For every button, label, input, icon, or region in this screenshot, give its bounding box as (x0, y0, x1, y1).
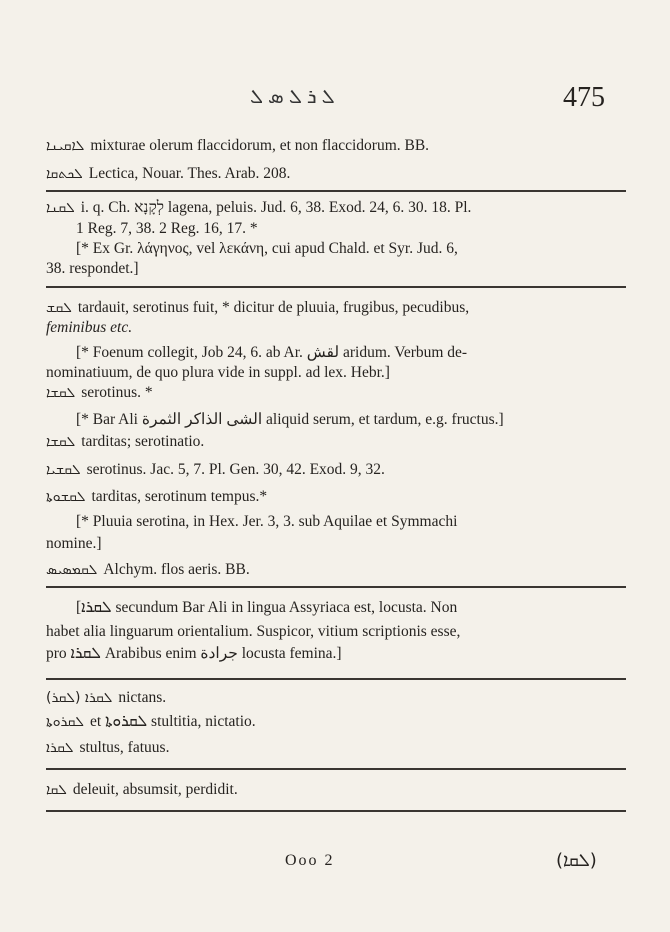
entry-line: ܠܩܫܘܬܐ tarditas, serotinum tempus.* (46, 488, 268, 505)
entry-line: [* Bar Ali الشى الذاكر الثمرة aliquid serum, et tardum, e.g. fructus.] (76, 411, 504, 428)
entry-line: 1 Reg. 7, 38. 2 Reg. 16, 17. * (76, 220, 258, 237)
entry-line: ܠܩܐ deleuit, absumsit, perdidit. (46, 781, 238, 798)
section-rule (46, 190, 626, 192)
entry-line: ܠܩܫܐ serotinus. * (46, 384, 153, 401)
running-header: ܠ ܪ ܠ ܣ ܠ (250, 86, 335, 108)
entry-line: ܠܩܫܐ tarditas; serotinatio. (46, 433, 205, 450)
signature-mark: Ooo 2 (285, 852, 335, 869)
page-number: 475 (563, 82, 605, 113)
entry-line: pro ܠܩܪܐ Arabibus enim جرادة locusta femina.] (46, 645, 342, 662)
entry-line: ܠܐܩܝܢܐ mixturae olerum flaccidorum, et non flaccidorum. BB. (46, 137, 430, 154)
catchword: (ܠܩܐ) (556, 850, 597, 871)
entry-line: [ܠܩܪܐ secundum Bar Ali in lingua Assyriaca est, locusta. Non (76, 599, 458, 616)
entry-line: ܠܩܢܐ i. q. Ch. לְקָנָא lagena, peluis. Jud. 6, 38. Exod. 24, 6. 30. 18. Pl. (46, 199, 472, 216)
entry-line: habet alia linguarum orientalium. Suspicor, vitium scriptionis esse, (46, 623, 461, 640)
entry-line: feminibus etc. (46, 319, 133, 336)
section-rule (46, 286, 626, 288)
entry-line: [* Ex Gr. λάγηνος, vel λεκάνη, cui apud Chald. et Syr. Jud. 6, (76, 240, 458, 257)
entry-line: [* Pluuia serotina, in Hex. Jer. 3, 3. sub Aquilae et Symmachi (76, 513, 458, 530)
entry-line: ܠܟܬܩܐ Lectica, Nouar. Thes. Arab. 208. (46, 165, 291, 182)
section-rule (46, 768, 626, 770)
entry-line: ܠܩܫ tardauit, serotinus fuit, * dicitur de pluuia, frugibus, pecudibus, (46, 299, 470, 316)
entry-line: ܠܩܪܐ stultus, fatuus. (46, 739, 170, 756)
entry-line: ܠܩܡܣܝܣ Alchym. flos aeris. BB. (46, 561, 250, 578)
entry-line: nominatiuum, de quo plura vide in suppl. ad lex. Hebr.] (46, 364, 390, 381)
entry-line: 38. respondet.] (46, 260, 139, 277)
entry-line: ܠܩܫܝܐ serotinus. Jac. 5, 7. Pl. Gen. 30, 42. Exod. 9, 32. (46, 461, 385, 478)
entry-line: nomine.] (46, 535, 102, 552)
section-rule (46, 810, 626, 812)
section-rule (46, 586, 626, 588)
entry-line: [* Foenum collegit, Job 24, 6. ab Ar. لقش aridum. Verbum de- (76, 344, 468, 361)
section-rule (46, 678, 626, 680)
entry-line: ܠܩܪܘܬܐ et ܠܩܪܘܬܐ stultitia, nictatio. (46, 713, 256, 730)
entry-line: (ܠܩܪ) ܠܩܪܐ nictans. (46, 689, 167, 706)
